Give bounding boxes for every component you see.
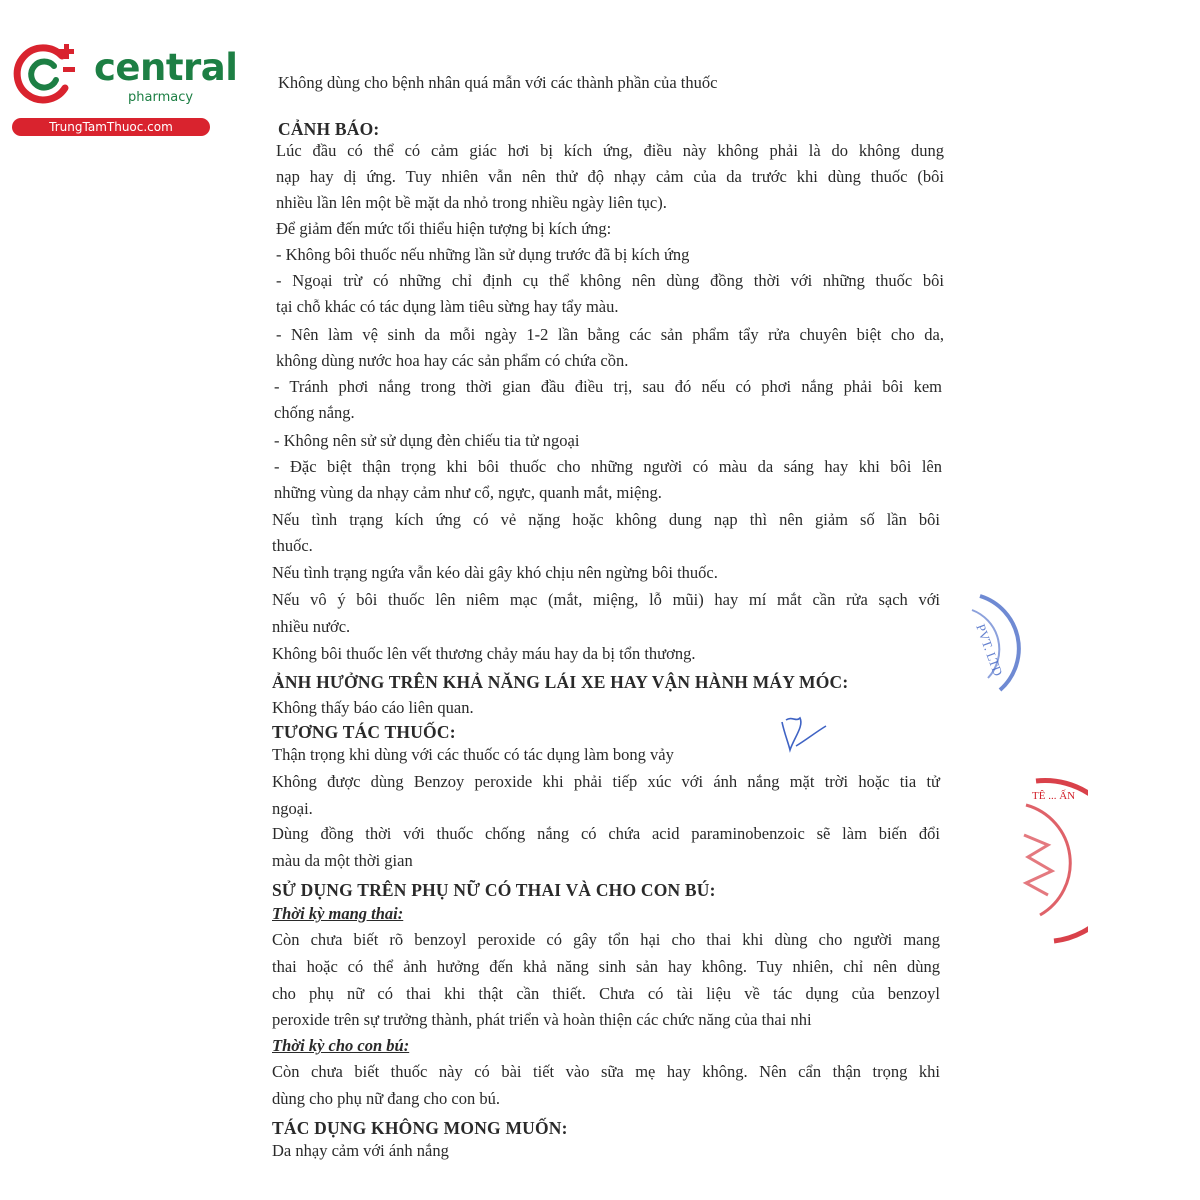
- side-effects-heading: TÁC DỤNG KHÔNG MONG MUỐN:: [272, 1118, 568, 1138]
- warning-line: chống nắng.: [274, 403, 355, 422]
- pregnancy-subheading: Thời kỳ mang thai:: [272, 904, 404, 923]
- warning-line: - Đặc biệt thận trọng khi bôi thuốc cho những người có màu da sáng hay khi bôi lên: [274, 457, 942, 476]
- lactation-subheading: Thời kỳ cho con bú:: [272, 1036, 410, 1055]
- warning-line: Lúc đầu có thể có cảm giác hơi bị kích ứng, điều này không phải là do không dung: [276, 141, 944, 160]
- central-logo-icon: [10, 38, 80, 108]
- blue-stamp-icon: [960, 588, 1040, 698]
- warning-heading: CẢNH BÁO:: [278, 119, 380, 139]
- warning-line: những vùng da nhạy cảm như cổ, ngực, quanh mắt, miệng.: [274, 483, 662, 502]
- warning-line: Để giảm đến mức tối thiểu hiện tượng bị kích ứng:: [276, 219, 612, 238]
- warning-line: - Tránh phơi nắng trong thời gian đầu điều trị, sau đó nếu có phơi nắng phải bôi kem: [274, 377, 942, 396]
- logo-name: central: [94, 46, 238, 89]
- pregnancy-line: cho phụ nữ có thai khi thật cần thiết. Chưa có tài liệu về tác dụng của benzoyl: [272, 984, 940, 1003]
- logo-subtitle: pharmacy: [128, 90, 194, 105]
- warning-line: không dùng nước hoa hay các sản phẩm có chứa cồn.: [276, 351, 629, 370]
- warning-line: thuốc.: [272, 536, 313, 555]
- pregnancy-line: peroxide trên sự trưởng thành, phát triển và hoàn thiện các chức năng của thai nhi: [272, 1010, 812, 1029]
- pregnancy-line: thai hoặc có thể ảnh hưởng đến khả năng sinh sản hay không. Tuy nhiên, chỉ nên dùng: [272, 957, 940, 976]
- driving-line: Không thấy báo cáo liên quan.: [272, 698, 474, 717]
- warning-line: tại chỗ khác có tác dụng làm tiêu sừng hay tẩy màu.: [276, 297, 619, 316]
- warning-line: - Không bôi thuốc nếu những lần sử dụng trước đã bị kích ứng: [276, 245, 690, 264]
- warning-line: nhiều nước.: [272, 617, 351, 636]
- driving-heading: ẢNH HƯỞNG TRÊN KHẢ NĂNG LÁI XE HAY VẬN HÀNH MÁY MÓC:: [272, 672, 849, 692]
- warning-line: Nếu vô ý bôi thuốc lên niêm mạc (mắt, miệng, lỗ mũi) hay mí mắt cần rửa sạch với: [272, 590, 940, 609]
- side-effects-line: Da nhạy cảm với ánh nắng: [272, 1141, 449, 1160]
- interactions-line: Dùng đồng thời với thuốc chống nắng có chứa acid paraminobenzoic sẽ làm biến đổi: [272, 824, 940, 843]
- interactions-line: ngoại.: [272, 799, 313, 818]
- warning-line: Không bôi thuốc lên vết thương chảy máu hay da bị tổn thương.: [272, 644, 696, 663]
- contraindication-line: Không dùng cho bệnh nhân quá mẫn với các thành phần của thuốc: [278, 73, 718, 92]
- interactions-line: Thận trọng khi dùng với các thuốc có tác dụng làm bong vảy: [272, 745, 674, 764]
- warning-line: Nếu tình trạng ngứa vẫn kéo dài gây khó chịu nên ngừng bôi thuốc.: [272, 563, 718, 582]
- signature-mark: [776, 712, 832, 758]
- warning-line: - Không nên sử sử dụng đèn chiếu tia tử ngoại: [274, 431, 580, 450]
- warning-line: nhiều lần lên một bề mặt da nhỏ trong nhiều ngày liên tục).: [276, 193, 667, 212]
- logo-url[interactable]: TrungTamThuoc.com: [12, 118, 210, 136]
- lactation-line: Còn chưa biết thuốc này có bài tiết vào sữa mẹ hay không. Nên cẩn thận trọng khi: [272, 1062, 940, 1081]
- interactions-line: màu da một thời gian: [272, 851, 413, 870]
- warning-line: - Nên làm vệ sinh da mỗi ngày 1-2 lần bằng các sản phẩm tẩy rửa chuyên biệt cho da,: [276, 325, 944, 344]
- warning-line: - Ngoại trừ có những chỉ định cụ thể không nên dùng đồng thời với những thuốc bôi: [276, 271, 944, 290]
- red-stamp-icon: [1018, 775, 1088, 950]
- interactions-heading: TƯƠNG TÁC THUỐC:: [272, 722, 456, 742]
- pregnancy-heading: SỬ DỤNG TRÊN PHỤ NỮ CÓ THAI VÀ CHO CON BÚ:: [272, 880, 716, 900]
- lactation-line: dùng cho phụ nữ đang cho con bú.: [272, 1089, 500, 1108]
- interactions-line: Không được dùng Benzoy peroxide khi phải tiếp xúc với ánh nắng mặt trời hoặc tia tử: [272, 772, 940, 791]
- pregnancy-line: Còn chưa biết rõ benzoyl peroxide có gây tổn hại cho thai khi dùng cho người mang: [272, 930, 940, 949]
- warning-line: nạp hay dị ứng. Tuy nhiên vẫn nên thử độ nhạy cảm của da trước khi dùng thuốc (bôi: [276, 167, 944, 186]
- warning-line: Nếu tình trạng kích ứng có vẻ nặng hoặc không dung nạp thì nên giảm số lần bôi: [272, 510, 940, 529]
- pharmacy-logo[interactable]: [10, 38, 238, 138]
- blue-stamp-text: PVT. LTD: [973, 621, 1006, 678]
- red-stamp-text: TÊ ... ẤN: [1032, 790, 1076, 802]
